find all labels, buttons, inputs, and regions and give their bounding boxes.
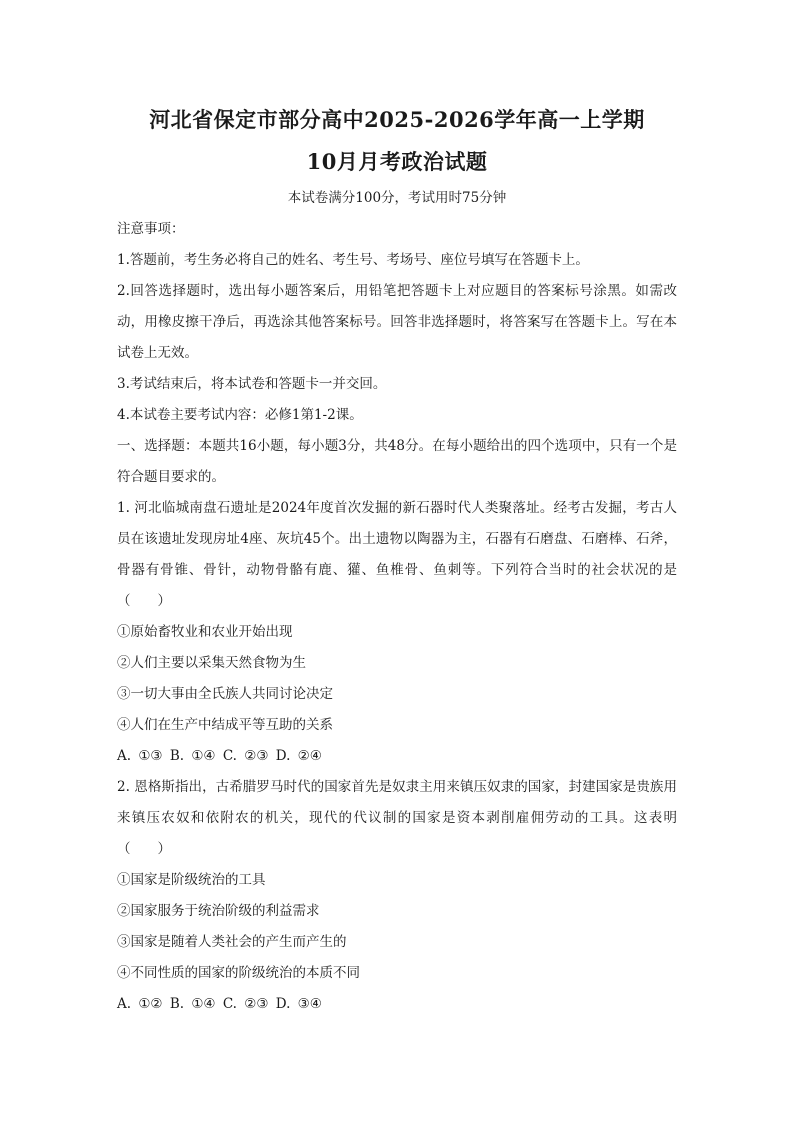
note-item-3: 3.考试结束后，将本试卷和答题卡一并交回。 bbox=[117, 376, 387, 392]
question-2-statement-1: ①国家是阶级统治的工具 bbox=[117, 872, 266, 888]
section-intro: 一、选择题：本题共16小题，每小题3分，共48分。在每小题给出的四个选项中，只有一个是符合题目要求的。 bbox=[117, 438, 677, 485]
question-1-statement-3: ③一切大事由全氏族人共同讨论决定 bbox=[117, 686, 333, 702]
exam-body bbox=[117, 214, 677, 1020]
exam-subtitle: 本试卷满分100分，考试用时75分钟 bbox=[287, 190, 507, 206]
note-item-1: 1.答题前，考生务必将自己的姓名、考生号、考场号、座位号填写在答题卡上。 bbox=[117, 252, 589, 268]
question-1-statement-4: ④人们在生产中结成平等互助的关系 bbox=[117, 717, 333, 733]
note-item-2: 2.回答选择题时，选出每小题答案后，用铅笔把答题卡上对应题目的答案标号涂黑。如需改动，用橡皮擦干净后，再选涂其他答案标号。回答非选择题时，将答案写在答题卡上。写在本试卷上无效。 bbox=[117, 283, 677, 361]
exam-title-line1: 河北省保定市部分高中2025-2026学年高一上学期 bbox=[149, 107, 645, 132]
notes-heading: 注意事项： bbox=[117, 221, 185, 237]
question-1-options: A. ①③ B. ①④ C. ②③ D. ②④ bbox=[117, 748, 322, 764]
exam-title-line2: 10月月考政治试题 bbox=[306, 149, 488, 174]
question-1-stem: 1. 河北临城南盘石遗址是2024年度首次发掘的新石器时代人类聚落址。经考古发掘，考古人员在该遗址发现房址4座、灰坑45个。出土遗物以陶器为主，石器有石磨盘、石磨棒、石斧，骨器有骨锥、骨针，动物骨骼有鹿、獾、鱼椎骨、鱼刺等。下列符合当时的社会状况的是（ ） bbox=[117, 500, 677, 609]
note-item-4: 4.本试卷主要考试内容：必修1第1-2课。 bbox=[117, 407, 363, 423]
question-2-options: A. ①② B. ①④ C. ②③ D. ③④ bbox=[117, 996, 322, 1012]
question-1-statement-1: ①原始畜牧业和农业开始出现 bbox=[117, 624, 293, 640]
question-1-statement-2: ②人们主要以采集天然食物为生 bbox=[117, 655, 306, 671]
question-2-statement-2: ②国家服务于统治阶级的利益需求 bbox=[117, 903, 320, 919]
question-2-stem: 2. 恩格斯指出，古希腊罗马时代的国家首先是奴隶主用来镇压奴隶的国家，封建国家是贵族用来镇压农奴和依附农的机关，现代的代议制的国家是资本剥削雇佣劳动的工具。这表明（ ） bbox=[117, 779, 677, 857]
question-2-statement-3: ③国家是随着人类社会的产生而产生的 bbox=[117, 934, 347, 950]
question-2-statement-4: ④不同性质的国家的阶级统治的本质不同 bbox=[117, 965, 360, 981]
